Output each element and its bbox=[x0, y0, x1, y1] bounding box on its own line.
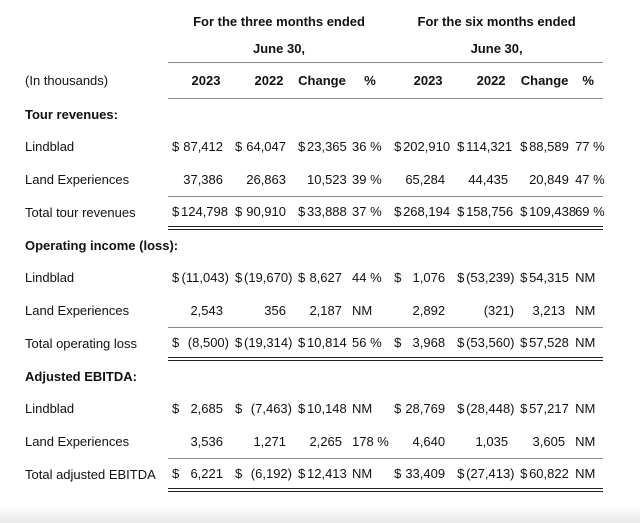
value-cell: 33,409 bbox=[403, 459, 453, 491]
value-cell: (11,043) bbox=[181, 270, 229, 285]
value-cell: 44,435 bbox=[468, 172, 509, 187]
pct-cell: 37 % bbox=[350, 197, 390, 229]
dollar-sign: $ bbox=[457, 139, 465, 154]
empty-cell bbox=[168, 63, 181, 99]
dollar-sign: $ bbox=[394, 270, 402, 285]
dollar-sign bbox=[294, 294, 307, 328]
row-label: Lindblad bbox=[25, 270, 75, 285]
pct-cell: NM bbox=[352, 401, 373, 416]
value-cell: 1,271 bbox=[253, 434, 286, 449]
dollar-sign: $ bbox=[298, 401, 306, 416]
pct-cell: 77 % bbox=[575, 139, 605, 154]
dollar-sign: $ bbox=[453, 197, 466, 229]
spacer bbox=[603, 34, 640, 63]
value-cell: 8,627 bbox=[309, 270, 342, 285]
row-label: Land Experiences bbox=[25, 303, 130, 319]
dollar-sign bbox=[516, 163, 529, 197]
dollar-sign: $ bbox=[172, 139, 180, 154]
row-label: Total operating loss bbox=[25, 335, 138, 351]
dollar-sign: $ bbox=[390, 328, 403, 360]
dollar-sign: $ bbox=[168, 459, 181, 491]
value-cell: 54,315 bbox=[529, 270, 569, 285]
pct-cell: NM bbox=[573, 328, 603, 360]
value-cell: 2,543 bbox=[190, 303, 223, 318]
dollar-sign bbox=[390, 425, 403, 459]
col-header-2022: 2022 bbox=[466, 63, 516, 99]
pct-cell: NM bbox=[573, 459, 603, 491]
pct-cell: 36 % bbox=[352, 139, 382, 154]
dollar-sign: $ bbox=[172, 401, 180, 416]
dollar-sign: $ bbox=[390, 197, 403, 229]
pct-cell: NM bbox=[575, 401, 596, 416]
value-cell: 64,047 bbox=[246, 139, 286, 154]
spacer bbox=[603, 130, 640, 163]
spacer bbox=[603, 328, 640, 360]
dollar-sign: $ bbox=[231, 328, 244, 360]
pct-cell: 69 % bbox=[573, 197, 603, 229]
value-cell: 10,814 bbox=[307, 328, 350, 360]
table-row bbox=[0, 261, 640, 294]
value-cell: 37,386 bbox=[183, 172, 223, 187]
six-months-header: For the six months ended bbox=[417, 13, 576, 29]
value-cell: 28,769 bbox=[405, 401, 446, 416]
spacer bbox=[603, 425, 640, 459]
empty-cell bbox=[453, 63, 466, 99]
value-cell: 23,365 bbox=[307, 139, 347, 154]
value-cell: 6,221 bbox=[181, 459, 231, 491]
value-cell: 124,798 bbox=[181, 197, 231, 229]
spacer bbox=[603, 99, 640, 131]
row-label: Lindblad bbox=[25, 139, 75, 154]
period-header-row bbox=[0, 8, 640, 34]
three-months-date: June 30, bbox=[168, 34, 390, 63]
dollar-sign: $ bbox=[231, 459, 244, 491]
pct-cell: NM bbox=[575, 270, 596, 285]
dollar-sign bbox=[516, 294, 529, 328]
value-cell: 87,412 bbox=[183, 139, 223, 154]
date-header-row bbox=[0, 34, 640, 63]
dollar-sign: $ bbox=[168, 328, 181, 360]
value-cell: 202,910 bbox=[403, 139, 451, 154]
spacer bbox=[603, 197, 640, 229]
value-cell: (321) bbox=[483, 303, 515, 318]
dollar-sign: $ bbox=[172, 270, 180, 285]
dollar-sign: $ bbox=[390, 459, 403, 491]
value-cell: 2,685 bbox=[190, 401, 223, 416]
empty-cell bbox=[0, 34, 168, 63]
empty-cell bbox=[181, 359, 603, 392]
empty-cell bbox=[0, 8, 168, 34]
row-label: Land Experiences bbox=[25, 434, 130, 450]
three-months-header: For the three months ended bbox=[193, 13, 365, 29]
bottom-gradient-strip bbox=[0, 505, 640, 523]
col-header-pct: % bbox=[350, 63, 390, 99]
table-row bbox=[0, 294, 640, 328]
col-header-2022: 2022 bbox=[244, 63, 294, 99]
row-label: Lindblad bbox=[25, 401, 75, 416]
pct-cell: 39 % bbox=[352, 172, 382, 187]
value-cell: 114,321 bbox=[466, 139, 513, 154]
empty-cell bbox=[231, 63, 244, 99]
dollar-sign: $ bbox=[235, 139, 243, 154]
dollar-sign bbox=[453, 294, 466, 328]
value-cell: (53,560) bbox=[466, 328, 516, 360]
spacer bbox=[603, 261, 640, 294]
value-cell: (8,500) bbox=[181, 328, 231, 360]
dollar-sign: $ bbox=[298, 270, 306, 285]
value-cell: 3,536 bbox=[190, 434, 223, 449]
col-header-2023: 2023 bbox=[403, 63, 453, 99]
value-cell: (6,192) bbox=[244, 459, 294, 491]
column-header-row bbox=[0, 63, 640, 99]
total-row bbox=[0, 328, 640, 360]
pct-cell: NM bbox=[575, 434, 596, 449]
dollar-sign bbox=[390, 163, 403, 197]
dollar-sign bbox=[390, 294, 403, 328]
value-cell: 356 bbox=[264, 303, 286, 318]
value-cell: 57,528 bbox=[529, 328, 573, 360]
dollar-sign bbox=[453, 163, 466, 197]
dollar-sign: $ bbox=[294, 197, 307, 229]
table-row bbox=[0, 130, 640, 163]
value-cell: 2,892 bbox=[412, 303, 446, 318]
pct-cell: NM bbox=[350, 459, 390, 491]
dollar-sign: $ bbox=[168, 197, 181, 229]
value-cell: 20,849 bbox=[529, 172, 569, 187]
value-cell: 60,822 bbox=[529, 459, 573, 491]
dollar-sign: $ bbox=[516, 328, 529, 360]
dollar-sign bbox=[294, 163, 307, 197]
value-cell: 4,640 bbox=[412, 434, 446, 449]
dollar-sign bbox=[168, 163, 181, 197]
empty-cell bbox=[181, 228, 603, 261]
six-months-date: June 30, bbox=[390, 34, 603, 63]
table-row bbox=[0, 163, 640, 197]
pct-cell: 56 % bbox=[350, 328, 390, 360]
value-cell: (19,670) bbox=[244, 270, 293, 285]
total-row bbox=[0, 197, 640, 229]
spacer bbox=[603, 163, 640, 197]
dollar-sign: $ bbox=[516, 459, 529, 491]
table-row bbox=[0, 392, 640, 425]
dollar-sign: $ bbox=[457, 401, 465, 416]
section-header-tour-revenues bbox=[0, 99, 640, 131]
dollar-sign bbox=[294, 425, 307, 459]
value-cell: 109,438 bbox=[529, 197, 573, 229]
pct-cell: 47 % bbox=[575, 172, 605, 187]
dollar-sign: $ bbox=[231, 197, 244, 229]
section-header-operating-income bbox=[0, 228, 640, 261]
section-header-adjusted-ebitda bbox=[0, 359, 640, 392]
dollar-sign: $ bbox=[457, 270, 465, 285]
dollar-sign bbox=[231, 163, 244, 197]
dollar-sign: $ bbox=[516, 197, 529, 229]
spacer bbox=[603, 459, 640, 491]
value-cell: 3,968 bbox=[403, 328, 453, 360]
dollar-sign bbox=[516, 425, 529, 459]
spacer bbox=[603, 294, 640, 328]
dollar-sign: $ bbox=[394, 139, 402, 154]
dollar-sign: $ bbox=[453, 459, 466, 491]
dollar-sign bbox=[168, 294, 181, 328]
value-cell: (28,448) bbox=[466, 401, 515, 416]
pct-cell: NM bbox=[352, 303, 373, 318]
value-cell: 3,213 bbox=[532, 303, 566, 318]
value-cell: 10,148 bbox=[307, 401, 347, 416]
table-row bbox=[0, 425, 640, 459]
value-cell: 1,076 bbox=[412, 270, 446, 285]
value-cell: 65,284 bbox=[405, 172, 446, 187]
financial-results-table bbox=[0, 8, 640, 492]
dollar-sign: $ bbox=[298, 139, 306, 154]
dollar-sign: $ bbox=[520, 270, 528, 285]
empty-cell bbox=[390, 63, 403, 99]
spacer bbox=[603, 228, 640, 261]
section-title: Tour revenues: bbox=[25, 107, 118, 122]
value-cell: 158,756 bbox=[466, 197, 516, 229]
dollar-sign: $ bbox=[294, 459, 307, 491]
dollar-sign: $ bbox=[235, 401, 243, 416]
dollar-sign bbox=[168, 425, 181, 459]
value-cell: 12,413 bbox=[307, 459, 350, 491]
pct-cell: 178 % bbox=[352, 434, 389, 449]
spacer bbox=[603, 392, 640, 425]
value-cell: 268,194 bbox=[403, 197, 453, 229]
section-title: Operating income (loss): bbox=[25, 238, 179, 253]
empty-cell bbox=[181, 99, 603, 131]
value-cell: 33,888 bbox=[307, 197, 350, 229]
dollar-sign: $ bbox=[394, 401, 402, 416]
spacer bbox=[603, 359, 640, 392]
value-cell: (53,239) bbox=[466, 270, 515, 285]
row-label: Total tour revenues bbox=[25, 204, 136, 220]
dollar-sign: $ bbox=[453, 328, 466, 360]
dollar-sign: $ bbox=[294, 328, 307, 360]
total-row bbox=[0, 459, 640, 491]
dollar-sign: $ bbox=[520, 139, 528, 154]
dollar-sign bbox=[231, 294, 244, 328]
value-cell: 26,863 bbox=[246, 172, 286, 187]
spacer bbox=[603, 63, 640, 99]
dollar-sign bbox=[453, 425, 466, 459]
pct-cell: 44 % bbox=[352, 270, 382, 285]
col-header-change: Change bbox=[294, 63, 350, 99]
col-header-pct: % bbox=[573, 63, 603, 99]
value-cell: 2,187 bbox=[309, 303, 342, 318]
dollar-sign: $ bbox=[235, 270, 243, 285]
dollar-sign: $ bbox=[520, 401, 528, 416]
value-cell: 88,589 bbox=[529, 139, 569, 154]
value-cell: (7,463) bbox=[250, 401, 292, 416]
in-thousands-label: (In thousands) bbox=[25, 73, 109, 88]
col-header-change: Change bbox=[516, 63, 573, 99]
row-label: Total adjusted EBITDA bbox=[25, 466, 156, 482]
value-cell: 90,910 bbox=[244, 197, 294, 229]
value-cell: 3,605 bbox=[532, 434, 566, 449]
dollar-sign bbox=[231, 425, 244, 459]
value-cell: 10,523 bbox=[307, 172, 347, 187]
value-cell: 2,265 bbox=[309, 434, 342, 449]
col-header-2023: 2023 bbox=[181, 63, 231, 99]
spacer bbox=[603, 8, 640, 34]
row-label: Land Experiences bbox=[25, 172, 130, 188]
value-cell: (27,413) bbox=[466, 459, 516, 491]
value-cell: 1,035 bbox=[475, 434, 509, 449]
value-cell: (19,314) bbox=[244, 328, 294, 360]
pct-cell: NM bbox=[575, 303, 596, 318]
section-title: Adjusted EBITDA: bbox=[25, 369, 137, 384]
value-cell: 57,217 bbox=[529, 401, 569, 416]
